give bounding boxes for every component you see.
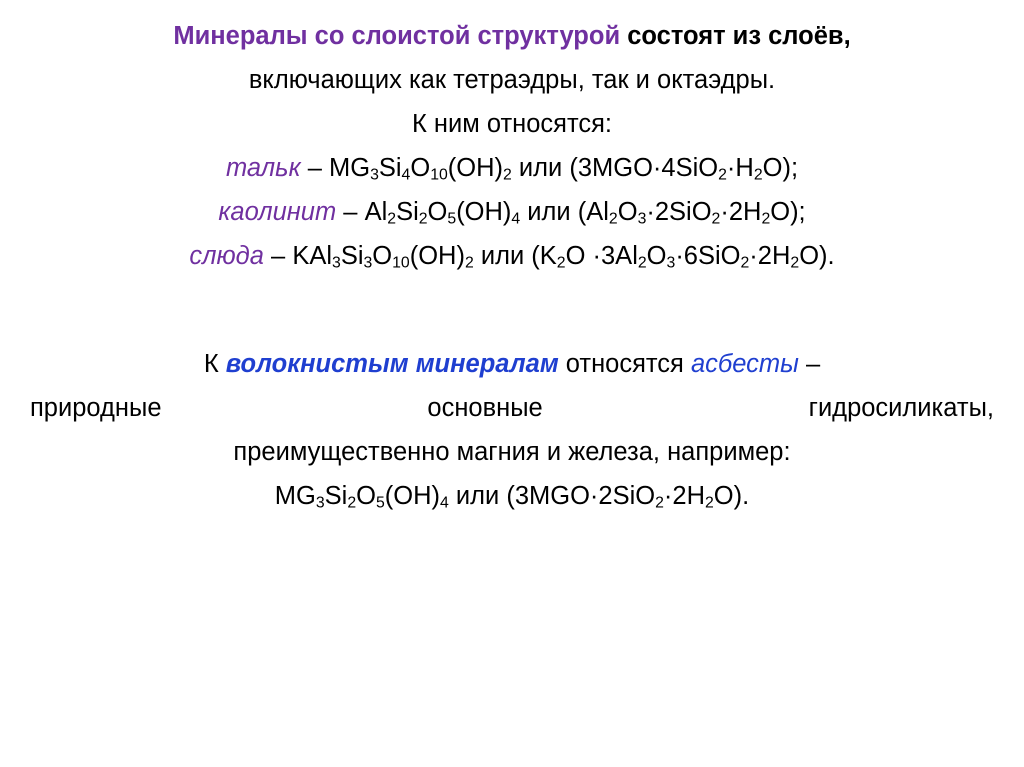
asbestos-sub-2: 2 xyxy=(347,494,357,512)
kaolinite-sub-5: 2 xyxy=(608,210,618,228)
mineral-name-kaolinite: каолинит xyxy=(218,198,337,226)
asbestos-formula xyxy=(275,482,749,510)
talc-sub-1: 3 xyxy=(370,166,379,184)
fibrous-word-basic: основные xyxy=(427,394,543,422)
kaolinite-f-prefix: Al xyxy=(364,198,388,226)
talc-f-b: O xyxy=(410,154,431,182)
talc-f-a: Si xyxy=(378,154,402,182)
line-mineral-mica xyxy=(30,234,994,278)
mica-sub-6: 2 xyxy=(637,254,647,272)
talc-tail-b: O); xyxy=(762,154,799,182)
mica-formula xyxy=(292,242,834,270)
line-intro-1 xyxy=(30,14,994,58)
fibrous-trailing-dash: – xyxy=(798,350,821,378)
kaolinite-sub-8: 2 xyxy=(761,210,771,228)
mica-tail-b: O xyxy=(646,242,667,270)
kaolinite-tail-a: O xyxy=(617,198,638,226)
mica-sub-8: 2 xyxy=(740,254,750,272)
talc-f-prefix: MG xyxy=(328,154,371,182)
mica-sub-9: 2 xyxy=(790,254,800,272)
kaolinite-sub-7: 2 xyxy=(711,210,721,228)
mica-f-a: Si xyxy=(340,242,364,270)
kaolinite-sub-4: 4 xyxy=(511,210,521,228)
asbestos-f-c: (OH) xyxy=(384,482,440,510)
talc-conj: или (3MGO·4SiO xyxy=(511,154,719,182)
mica-sub-1: 3 xyxy=(332,254,341,272)
line-fibrous-1 xyxy=(30,342,994,386)
fibrous-word-natural: природные xyxy=(30,394,162,422)
mica-sub-5: 2 xyxy=(556,254,566,272)
line-mineral-kaolinite xyxy=(30,190,994,234)
asbestos-f-b: O xyxy=(356,482,376,510)
line-intro-2: включающих как тетраэдры, так и октаэдры. xyxy=(248,66,776,94)
mineral-name-mica: слюда xyxy=(189,242,264,270)
fibrous-mid: относятся xyxy=(558,350,691,378)
kaolinite-tail-d: O); xyxy=(770,198,806,226)
asbestos-tail-a: ·2H xyxy=(663,482,705,510)
talc-dash: – xyxy=(300,154,329,182)
mica-conj: или (K xyxy=(473,242,557,270)
asbestos-sub-1: 3 xyxy=(315,494,325,512)
talc-sub-5: 2 xyxy=(718,166,727,184)
asbestos-sub-5: 2 xyxy=(655,494,664,512)
asbestos-f-prefix: MG xyxy=(274,482,316,510)
paragraph-spacer xyxy=(30,278,994,340)
talc-sub-3: 10 xyxy=(430,166,448,184)
mica-sub-3: 10 xyxy=(392,254,410,272)
mica-f-b: O xyxy=(372,242,393,270)
fibrous-lead-in: К xyxy=(203,350,226,378)
mica-tail-e: O). xyxy=(799,242,835,270)
talc-sub-6: 2 xyxy=(753,166,763,184)
mica-sub-4: 2 xyxy=(464,254,474,272)
asbestos-f-a: Si xyxy=(324,482,348,510)
paragraph-fibrous-minerals xyxy=(30,342,994,518)
talc-sub-4: 2 xyxy=(503,166,512,184)
mica-dash: – xyxy=(263,242,293,270)
kaolinite-dash: – xyxy=(336,198,365,226)
talc-sub-2: 4 xyxy=(401,166,411,184)
asbestos-sub-3: 5 xyxy=(375,494,385,512)
kaolinite-formula xyxy=(365,198,806,226)
line-fibrous-formula xyxy=(30,474,994,518)
asbestos-conj: или (3MGO·2SiO xyxy=(448,482,656,510)
mica-tail-c: ·6SiO xyxy=(675,242,741,270)
mica-f-c: (OH) xyxy=(409,242,465,270)
talc-tail-a: ·H xyxy=(726,154,754,182)
talc-formula xyxy=(329,154,798,182)
paragraph-layered-minerals xyxy=(30,14,994,278)
line-intro-3: К ним относятся: xyxy=(411,110,613,138)
mineral-name-talc: тальк xyxy=(225,154,301,182)
kaolinite-sub-6: 3 xyxy=(637,210,647,228)
mica-f-prefix: KAl xyxy=(292,242,333,270)
line-mineral-talc xyxy=(30,146,994,190)
asbestos-sub-4: 4 xyxy=(440,494,449,512)
mica-sub-2: 3 xyxy=(363,254,373,272)
mica-tail-d: ·2H xyxy=(749,242,791,270)
mica-sub-7: 3 xyxy=(666,254,676,272)
kaolinite-sub-2: 2 xyxy=(418,210,428,228)
talc-f-c: (OH) xyxy=(447,154,503,182)
kaolinite-f-c: (OH) xyxy=(456,198,512,226)
fibrous-word-hydrosilicates: гидросиликаты, xyxy=(808,394,994,422)
kaolinite-tail-c: ·2H xyxy=(720,198,762,226)
kaolinite-f-b: O xyxy=(427,198,448,226)
kaolinite-tail-b: ·2SiO xyxy=(646,198,712,226)
kaolinite-conj: или (Al xyxy=(520,198,609,226)
asbestos-tail-b: O). xyxy=(713,482,750,510)
kaolinite-sub-3: 5 xyxy=(447,210,457,228)
term-layered-minerals: Минералы со слоистой структурой xyxy=(173,22,621,50)
kaolinite-f-a: Si xyxy=(396,198,419,226)
mica-tail-a: O ·3Al xyxy=(565,242,638,270)
line-fibrous-2 xyxy=(30,386,994,430)
term-fibrous-minerals: волокнистым минералам xyxy=(225,350,559,378)
asbestos-sub-6: 2 xyxy=(705,494,714,512)
line-intro-1-rest: состоят из слоёв, xyxy=(620,22,851,50)
term-asbestos: асбесты xyxy=(690,350,799,378)
kaolinite-sub-1: 2 xyxy=(387,210,397,228)
line-fibrous-3: преимущественно магния и железа, например: xyxy=(233,438,791,466)
